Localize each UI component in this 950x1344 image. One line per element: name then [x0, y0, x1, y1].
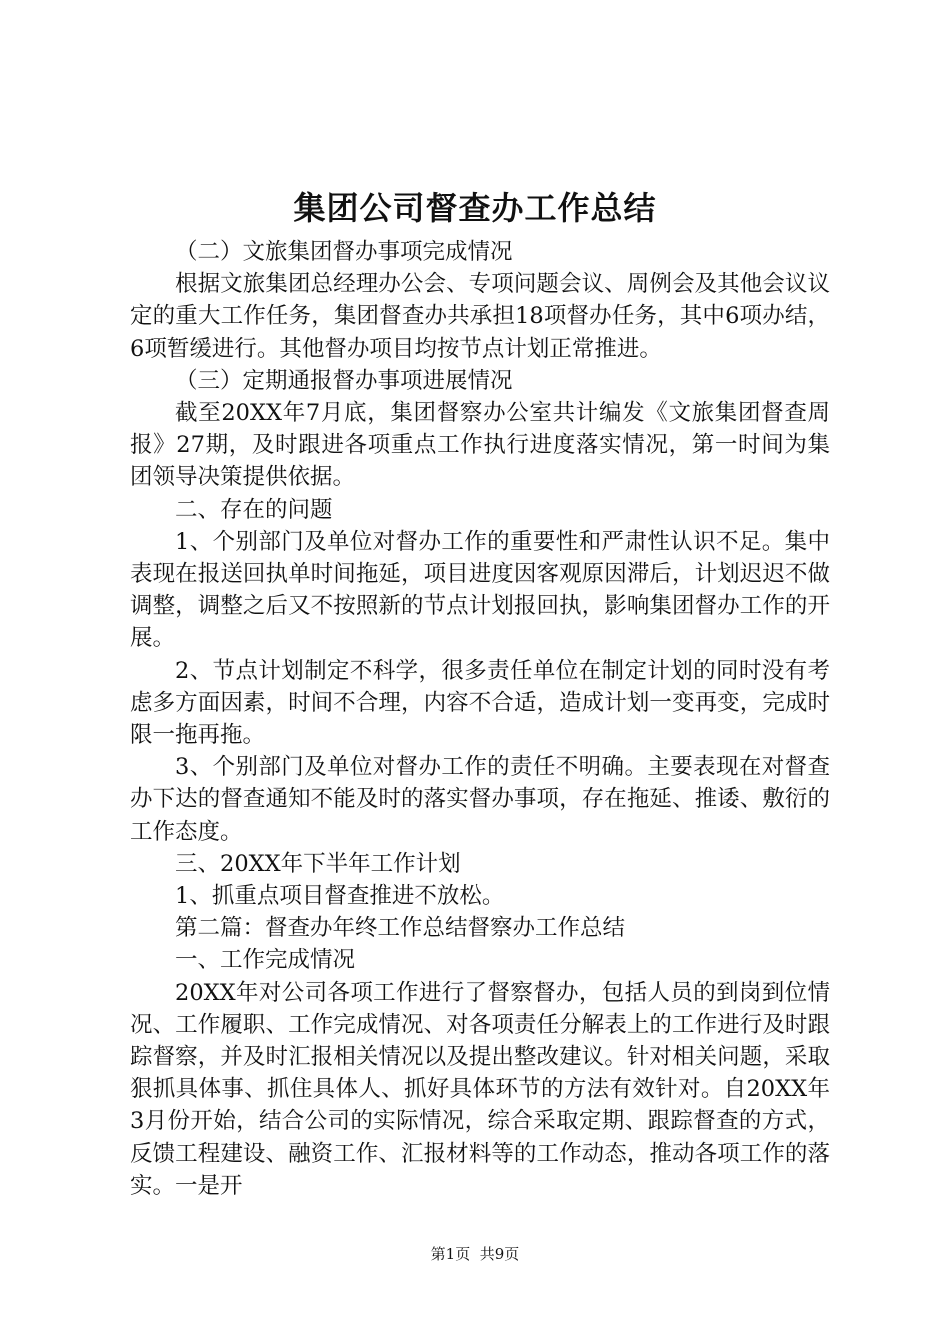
paragraph: 截至20XX年7月底，集团督察办公室共计编发《文旅集团督查周报》27期，及时跟进各项重点工作执行进度落实情况，第一时间为集团领导决策提供依据。: [130, 400, 830, 491]
page-footer: [0, 1244, 950, 1264]
page-number: 第1页: [430, 1245, 471, 1263]
paragraph: 一、工作完成情况: [175, 947, 356, 974]
paragraph: 第二篇：督查办年终工作总结督察办工作总结: [175, 915, 626, 942]
footer-spacer: [470, 1245, 480, 1263]
paragraph: 2、节点计划制定不科学，很多责任单位在制定计划的同时没有考虑多方面因素，时间不合理，内容不合适，造成计划一变再变，完成时限一拖再拖。: [130, 657, 830, 749]
paragraph: （二）文旅集团督办事项完成情况: [175, 239, 513, 265]
paragraph: 三、20XX年下半年工作计划: [175, 850, 461, 877]
paragraph: 根据文旅集团总经理办公会、专项问题会议、周例会及其他会议议定的重大工作任务，集团督查办共承担18项督办任务，其中6项办结，6项暂缓进行。其他督办项目均按节点计划正常推进。: [130, 271, 830, 362]
paragraph: 20XX年对公司各项工作进行了督察督办，包括人员的到岗到位情况、工作履职、工作完成情况、对各项责任分解表上的工作进行及时跟踪督察，并及时汇报相关情况以及提出整改建议。针对相关问题，采取狠抓具体事、抓住具体人、抓好具体环节的方法有效针对。自20XX年3月份开始，结合公司的实际情况，综合采取定期、跟踪督查的方式，反馈工程建设、融资工作、汇报材料等的工作动态，推动各项工作的落实。一是开: [130, 979, 830, 1199]
paragraph: 1、抓重点项目督查推进不放松。: [175, 883, 505, 910]
page-total: 共9页: [479, 1245, 520, 1263]
paragraph: 1、个别部门及单位对督办工作的重要性和严肃性认识不足。集中表现在报送回执单时间拖延，项目进度因客观原因滞后，计划迟迟不做调整，调整之后又不按照新的节点计划报回执，影响集团督办工作的开展。: [130, 528, 830, 652]
paragraph: 二、存在的问题: [175, 496, 333, 523]
paragraph: 3、个别部门及单位对督办工作的责任不明确。主要表现在对督查办下达的督查通知不能及时的落实督办事项，存在拖延、推诿、敷衍的工作态度。: [130, 754, 830, 845]
document-title: 集团公司督查办工作总结: [293, 189, 657, 227]
paragraph: （三）定期通报督办事项进展情况: [175, 367, 513, 394]
document-body: [130, 236, 830, 1202]
